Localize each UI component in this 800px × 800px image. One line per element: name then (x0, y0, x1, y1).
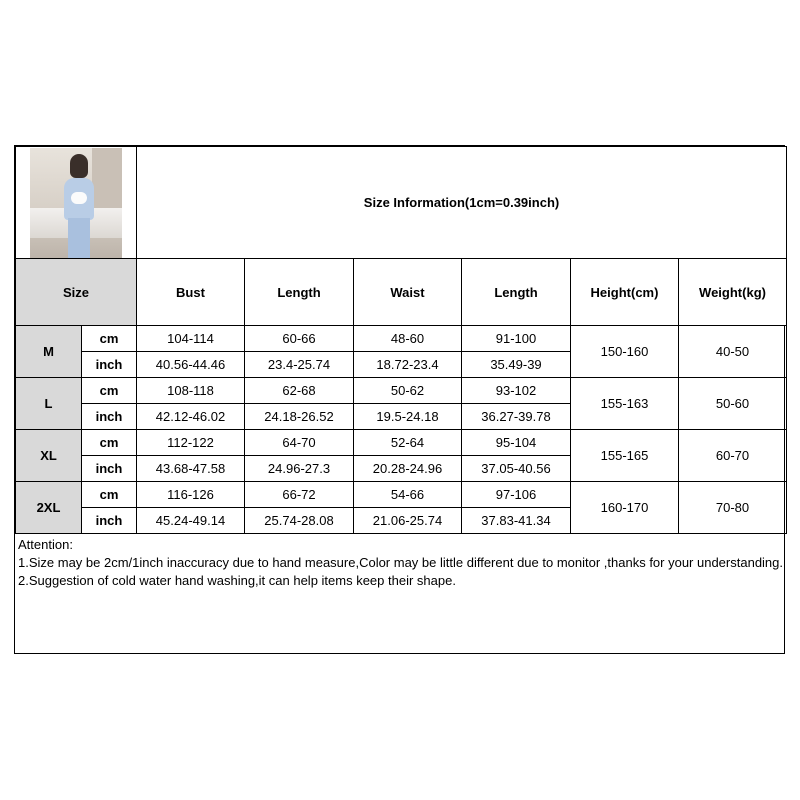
size-chart (14, 145, 785, 654)
weight-value: 70-80 (679, 482, 787, 534)
length-value: 23.4-25.74 (245, 352, 354, 378)
header-height: Height(cm) (571, 259, 679, 326)
bust-value: 108-118 (137, 378, 245, 404)
weight-value: 40-50 (679, 326, 787, 378)
weight-value: 50-60 (679, 378, 787, 430)
pants-length-value: 91-100 (462, 326, 571, 352)
size-table (15, 146, 787, 534)
bust-value: 45.24-49.14 (137, 508, 245, 534)
size-label: L (16, 378, 82, 430)
header-pants-length: Length (462, 259, 571, 326)
unit-label: cm (82, 378, 137, 404)
waist-value: 18.72-23.4 (354, 352, 462, 378)
table-row (16, 482, 787, 508)
note-line-2: 2.Suggestion of cold water hand washing,it can help items keep their shape. (18, 573, 456, 588)
bust-value: 104-114 (137, 326, 245, 352)
waist-value: 20.28-24.96 (354, 456, 462, 482)
waist-value: 19.5-24.18 (354, 404, 462, 430)
unit-label: cm (82, 326, 137, 352)
height-value: 155-165 (571, 430, 679, 482)
unit-label: cm (82, 430, 137, 456)
header-size: Size (16, 259, 137, 326)
pants-length-value: 36.27-39.78 (462, 404, 571, 430)
waist-value: 21.06-25.74 (354, 508, 462, 534)
height-value: 150-160 (571, 326, 679, 378)
header-weight: Weight(kg) (679, 259, 787, 326)
table-row (16, 326, 787, 352)
pants-length-value: 95-104 (462, 430, 571, 456)
length-value: 25.74-28.08 (245, 508, 354, 534)
waist-value: 48-60 (354, 326, 462, 352)
height-value: 160-170 (571, 482, 679, 534)
unit-label: inch (82, 352, 137, 378)
unit-label: inch (82, 404, 137, 430)
unit-label: inch (82, 456, 137, 482)
size-label: XL (16, 430, 82, 482)
attention-notes (15, 534, 786, 592)
product-photo-cell (16, 147, 137, 259)
pants-length-value: 35.49-39 (462, 352, 571, 378)
pants-length-value: 93-102 (462, 378, 571, 404)
table-row (16, 378, 787, 404)
length-value: 60-66 (245, 326, 354, 352)
weight-value: 60-70 (679, 430, 787, 482)
length-value: 24.96-27.3 (245, 456, 354, 482)
waist-value: 50-62 (354, 378, 462, 404)
bust-value: 112-122 (137, 430, 245, 456)
header-waist: Waist (354, 259, 462, 326)
length-value: 62-68 (245, 378, 354, 404)
size-label: 2XL (16, 482, 82, 534)
length-value: 64-70 (245, 430, 354, 456)
pants-length-value: 37.05-40.56 (462, 456, 571, 482)
unit-label: inch (82, 508, 137, 534)
header-length: Length (245, 259, 354, 326)
length-value: 24.18-26.52 (245, 404, 354, 430)
pants-length-value: 97-106 (462, 482, 571, 508)
bust-value: 43.68-47.58 (137, 456, 245, 482)
size-label: M (16, 326, 82, 378)
height-value: 155-163 (571, 378, 679, 430)
bust-value: 42.12-46.02 (137, 404, 245, 430)
unit-label: cm (82, 482, 137, 508)
bust-value: 40.56-44.46 (137, 352, 245, 378)
header-bust: Bust (137, 259, 245, 326)
length-value: 66-72 (245, 482, 354, 508)
table-row (16, 430, 787, 456)
note-line-1: 1.Size may be 2cm/1inch inaccuracy due to hand measure,Color may be little different due to monitor ,thanks for your understanding. (18, 555, 784, 570)
waist-value: 52-64 (354, 430, 462, 456)
pants-length-value: 37.83-41.34 (462, 508, 571, 534)
product-photo (30, 148, 122, 258)
table-title: Size Information(1cm=0.39inch) (137, 147, 787, 259)
notes-heading: Attention: (18, 537, 73, 552)
waist-value: 54-66 (354, 482, 462, 508)
bust-value: 116-126 (137, 482, 245, 508)
